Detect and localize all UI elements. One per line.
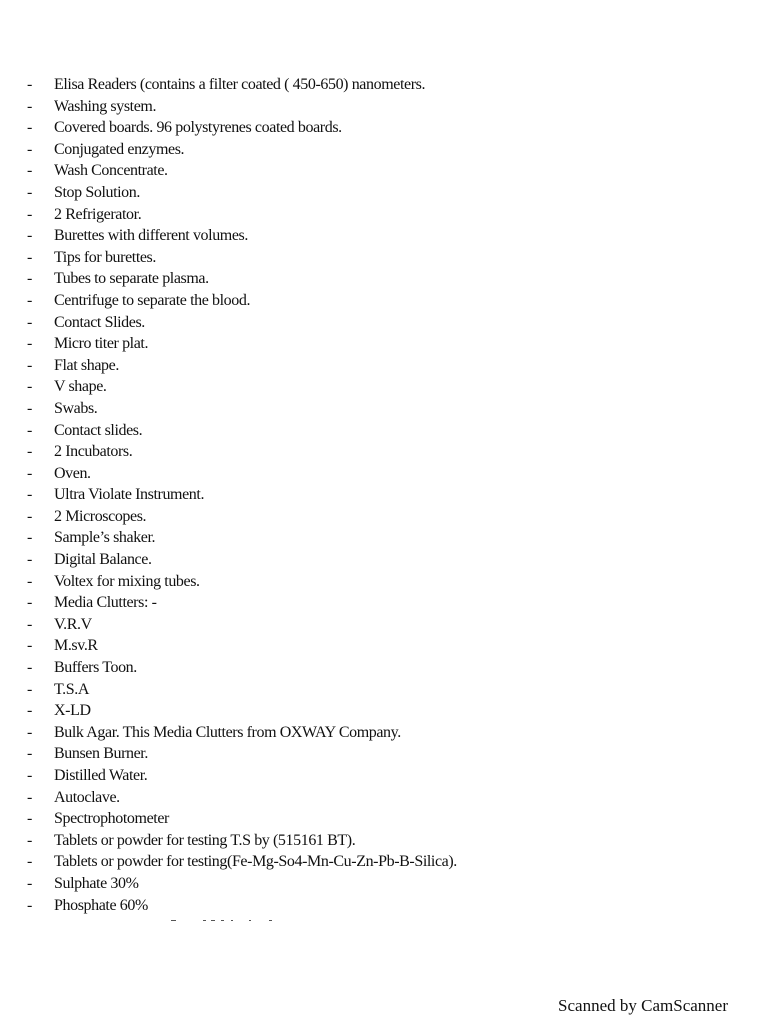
list-item xyxy=(0,592,768,614)
list-item xyxy=(0,506,768,528)
list-item-text: Distilled Water. xyxy=(54,767,148,784)
list-item-text: Tips for burettes. xyxy=(54,248,156,266)
list-item xyxy=(0,635,768,657)
list-item xyxy=(0,765,768,787)
list-item-text: 2 Microscopes. xyxy=(54,507,147,525)
list-item-text: M.sv.R xyxy=(54,637,98,655)
bullet-dash: - xyxy=(27,853,32,871)
list-item xyxy=(0,895,768,917)
bullet-dash: - xyxy=(27,702,32,720)
bullet-dash: - xyxy=(27,183,32,201)
list-item xyxy=(0,355,768,377)
list-item xyxy=(0,182,768,204)
list-item-text: 2 Refrigerator. xyxy=(54,205,142,223)
list-item-text: Swabs. xyxy=(54,399,98,417)
bullet-dash: - xyxy=(27,788,32,806)
bullet-dash: - xyxy=(27,313,32,331)
list-item-text: Burettes with different volumes. xyxy=(54,227,248,245)
list-item-text: Phosphate 60% xyxy=(54,896,148,914)
list-item xyxy=(0,700,768,722)
list-item xyxy=(0,679,768,701)
list-item xyxy=(0,247,768,269)
list-item-text: Tablets or powder for testing(Fe-Mg-So4-Mn-Cu-Zn-Pb-B-Silica). xyxy=(54,853,457,871)
list-item-text: Tubes to separate plasma. xyxy=(54,270,209,288)
list-item xyxy=(0,420,768,442)
list-item xyxy=(0,204,768,226)
bullet-dash: - xyxy=(27,810,32,828)
list-item xyxy=(0,851,768,873)
bullet-dash: - xyxy=(27,486,32,504)
bullet-dash: - xyxy=(27,140,32,158)
list-item-text: V.R.V xyxy=(54,615,92,633)
bullet-dash: - xyxy=(27,227,32,245)
list-item xyxy=(0,225,768,247)
scan-artifact xyxy=(165,914,285,924)
list-item-text: T.S.A xyxy=(54,680,90,698)
bullet-dash: - xyxy=(27,896,32,914)
list-item-text: Media Clutters: - xyxy=(54,594,157,612)
bullet-dash: - xyxy=(27,615,32,633)
bullet-dash: - xyxy=(27,205,32,223)
list-item xyxy=(0,117,768,139)
list-item-text: Bunsen Burner. xyxy=(54,745,148,763)
bullet-dash: - xyxy=(27,356,32,374)
list-item xyxy=(0,96,768,118)
list-item xyxy=(0,484,768,506)
camscanner-watermark: Scanned by CamScanner xyxy=(558,996,728,1015)
list-item-text: X-LD xyxy=(54,702,91,720)
list-item xyxy=(0,139,768,161)
list-item-text: Micro titer plat. xyxy=(54,335,149,353)
bullet-dash: - xyxy=(27,162,32,180)
equipment-list xyxy=(0,74,768,916)
list-item xyxy=(0,527,768,549)
list-item-text: Contact slides. xyxy=(54,421,143,439)
list-item xyxy=(0,787,768,809)
list-item-text: Washing system. xyxy=(54,97,157,115)
list-item-text: Sulphate 30% xyxy=(54,874,139,892)
list-item xyxy=(0,398,768,420)
list-item xyxy=(0,290,768,312)
bullet-dash: - xyxy=(27,443,32,461)
bullet-dash: - xyxy=(27,270,32,288)
list-item-text: Ultra Violate Instrument. xyxy=(54,486,205,504)
list-item xyxy=(0,614,768,636)
bullet-dash: - xyxy=(27,551,32,569)
list-item xyxy=(0,657,768,679)
list-item-text: Contact Slides. xyxy=(54,313,145,331)
bullet-dash: - xyxy=(27,637,32,655)
list-item-text: Autoclave. xyxy=(54,788,120,806)
bullet-dash: - xyxy=(27,594,32,612)
bullet-dash: - xyxy=(27,572,32,590)
bullet-dash: - xyxy=(27,97,32,115)
bullet-dash: - xyxy=(27,767,32,784)
bullet-dash: - xyxy=(27,507,32,525)
list-item xyxy=(0,830,768,852)
list-item xyxy=(0,808,768,830)
bullet-dash: - xyxy=(27,76,32,93)
list-item-text: Stop Solution. xyxy=(54,183,140,201)
list-item-text: Bulk Agar. This Media Clutters from OXWAY Company. xyxy=(54,723,401,741)
list-item-text: Tablets or powder for testing T.S by (515161 BT). xyxy=(54,831,356,849)
bullet-dash: - xyxy=(27,464,32,482)
bullet-dash: - xyxy=(27,831,32,849)
bullet-dash: - xyxy=(27,529,32,547)
list-item-text: Oven. xyxy=(54,464,91,482)
bullet-dash: - xyxy=(27,119,32,137)
bullet-dash: - xyxy=(27,874,32,892)
bullet-dash: - xyxy=(27,399,32,417)
list-item-text: 2 Incubators. xyxy=(54,443,133,461)
list-item-text: Buffers Toon. xyxy=(54,659,137,677)
bullet-dash: - xyxy=(27,659,32,677)
list-item-text: Digital Balance. xyxy=(54,551,152,569)
list-item-text: Wash Concentrate. xyxy=(54,162,168,180)
bullet-dash: - xyxy=(27,421,32,439)
list-item xyxy=(0,549,768,571)
list-item xyxy=(0,268,768,290)
list-item xyxy=(0,571,768,593)
list-item-text: Voltex for mixing tubes. xyxy=(54,572,200,590)
list-item xyxy=(0,74,768,96)
list-item xyxy=(0,333,768,355)
bullet-dash: - xyxy=(27,335,32,353)
list-item xyxy=(0,873,768,895)
bullet-dash: - xyxy=(27,248,32,266)
list-item-text: Covered boards. 96 polystyrenes coated boards. xyxy=(54,119,342,137)
bullet-dash: - xyxy=(27,680,32,698)
bullet-dash: - xyxy=(27,378,32,396)
list-item xyxy=(0,722,768,744)
list-item xyxy=(0,376,768,398)
bullet-dash: - xyxy=(27,745,32,763)
list-item-text: Sample’s shaker. xyxy=(54,529,156,547)
list-item xyxy=(0,312,768,334)
list-item-text: Flat shape. xyxy=(54,356,119,374)
list-item-text: V shape. xyxy=(54,378,107,396)
list-item-text: Conjugated enzymes. xyxy=(54,140,185,158)
bullet-dash: - xyxy=(27,723,32,741)
list-item-text: Elisa Readers (contains a filter coated ( 450-650) nanometers. xyxy=(54,76,426,93)
list-item xyxy=(0,743,768,765)
list-item xyxy=(0,463,768,485)
list-item-text: Spectrophotometer xyxy=(54,810,169,828)
list-item xyxy=(0,441,768,463)
list-item xyxy=(0,160,768,182)
bullet-dash: - xyxy=(27,291,32,309)
list-item-text: Centrifuge to separate the blood. xyxy=(54,291,251,309)
